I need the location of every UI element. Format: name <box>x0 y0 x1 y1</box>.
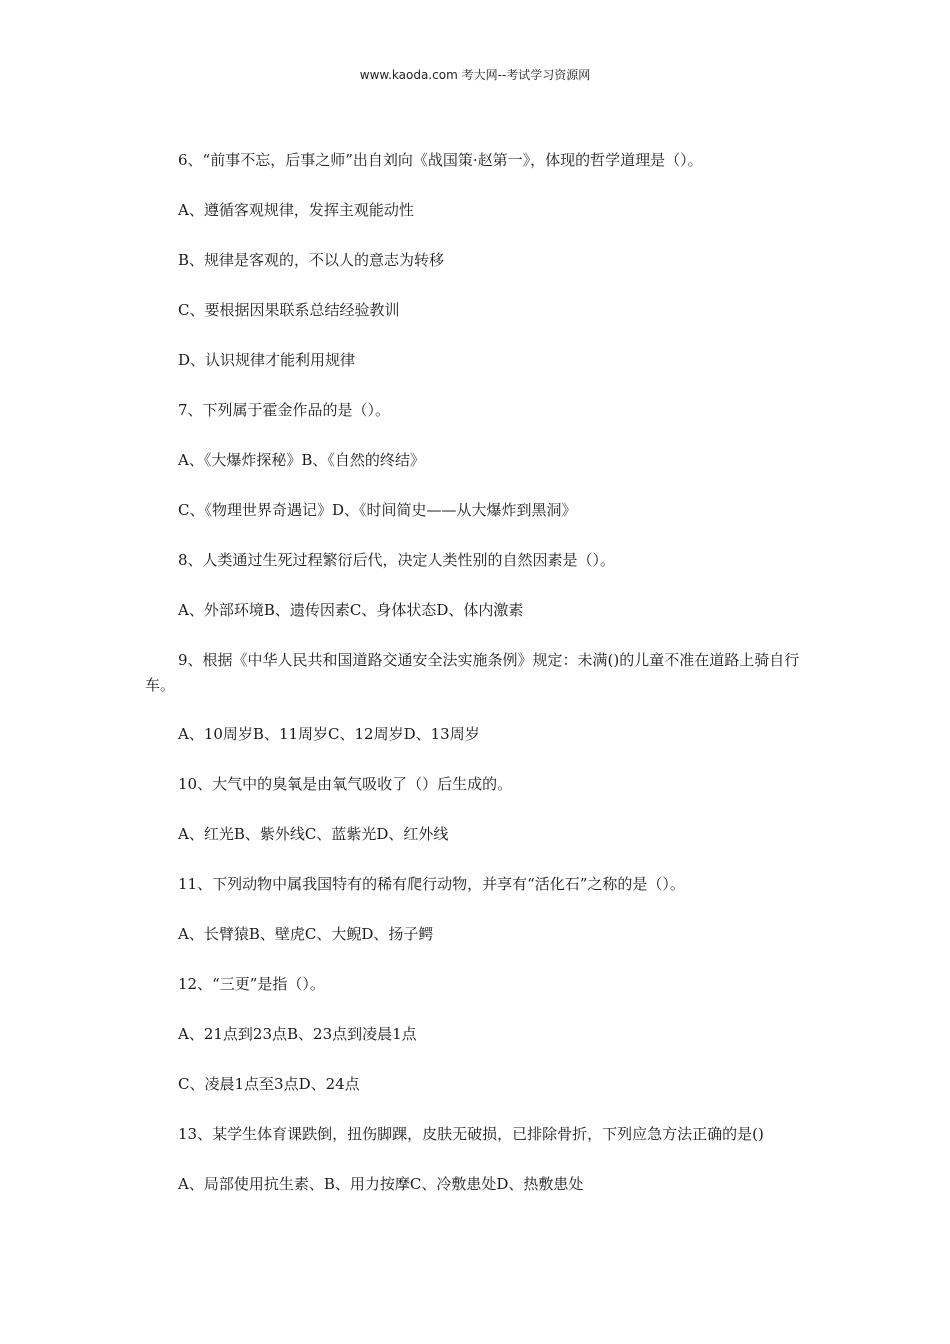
options-8: A、外部环境B、遗传因素C、身体状态D、体内激素 <box>178 601 524 619</box>
options-7ab: A、《大爆炸探秘》B、《自然的终结》 <box>178 451 425 469</box>
options-13: A、局部使用抗生素、B、用力按摩C、冷敷患处D、热敷患处 <box>178 1175 584 1193</box>
question-12: 12、“三更”是指（）。 <box>178 975 325 993</box>
question-8: 8、人类通过生死过程繁衍后代，决定人类性别的自然因素是（）。 <box>178 551 616 569</box>
option-6c: C、要根据因果联系总结经验教训 <box>178 301 400 319</box>
options-10: A、红光B、紫外线C、蓝紫光D、红外线 <box>178 825 449 843</box>
options-9: A、10周岁B、11周岁C、12周岁D、13周岁 <box>178 725 480 743</box>
options-7cd: C、《物理世界奇遇记》D、《时间简史——从大爆炸到黑洞》 <box>178 501 577 519</box>
question-9: 9、根据《中华人民共和国道路交通安全法实施条例》规定：未满()的儿童不准在道路上骑自行车。 <box>145 651 800 694</box>
option-6d: D、认识规律才能利用规律 <box>178 351 356 369</box>
option-6a: A、遵循客观规律，发挥主观能动性 <box>178 201 414 219</box>
question-11: 11、下列动物中属我国特有的稀有爬行动物，并享有“活化石”之称的是（）。 <box>178 875 685 893</box>
options-12ab: A、21点到23点B、23点到凌晨1点 <box>178 1025 417 1043</box>
question-10: 10、大气中的臭氧是由氧气吸收了（）后生成的。 <box>178 775 513 793</box>
option-6b: B、规律是客观的，不以人的意志为转移 <box>178 251 445 269</box>
options-11: A、长臂猿B、壁虎C、大鲵D、扬子鳄 <box>178 925 434 943</box>
page-header: www.kaoda.com 考大网--考试学习资源网 <box>359 68 591 82</box>
question-7: 7、下列属于霍金作品的是（）。 <box>178 401 391 419</box>
options-12cd: C、凌晨1点至3点D、24点 <box>178 1075 360 1093</box>
question-13: 13、某学生体育课跌倒，扭伤脚踝，皮肤无破损，已排除骨折，下列应急方法正确的是() <box>178 1125 764 1143</box>
question-6: 6、“前事不忘，后事之师”出自刘向《战国策·赵第一》，体现的哲学道理是（）。 <box>178 151 703 169</box>
document-body <box>145 148 810 1222</box>
